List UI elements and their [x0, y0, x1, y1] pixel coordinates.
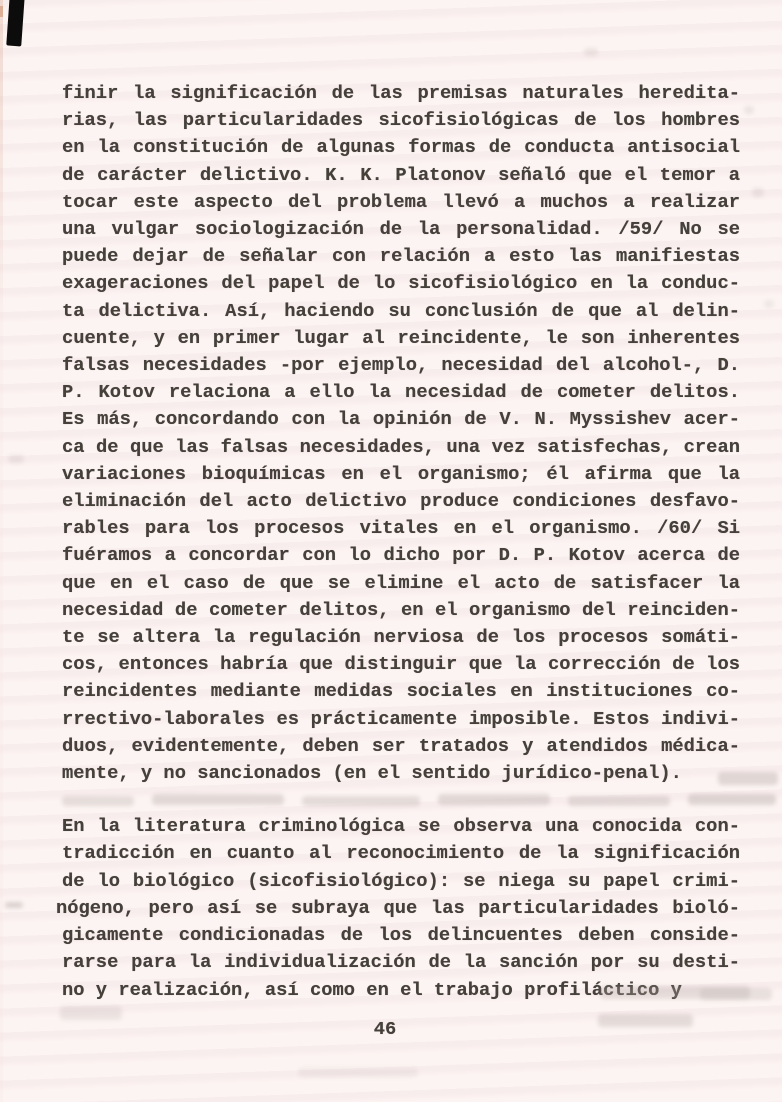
- text-line: mente, y no sancionados (en el sentido jurídico-penal).: [62, 762, 682, 785]
- bleed-through-smudge: [302, 796, 420, 806]
- text-line: ca de que las falsas necesidades, una vez satisfechas, crean: [62, 435, 740, 458]
- scanner-edge-speck: [0, 6, 3, 17]
- text-line: no y realización, así como en el trabajo profiláctico y: [62, 978, 682, 1001]
- document-text: [56, 80, 740, 1004]
- text-line: fuéramos a concordar con lo dicho por D. P. Kotov acerca de: [62, 544, 740, 567]
- text-line: te se altera la regulación nerviosa de los procesos somáti-: [62, 626, 740, 649]
- text-line: falsas necesidades -por ejemplo, necesidad del alcohol-, D.: [62, 354, 740, 377]
- text-line: una vulgar sociologización de la personalidad. /59/ No se: [62, 218, 740, 241]
- scan-corner-mark: [6, 0, 25, 46]
- paragraph-2: [56, 813, 740, 1003]
- text-line: P. Kotov relaciona a ello la necesidad de cometer delitos.: [62, 381, 740, 404]
- top-smudge: [584, 48, 598, 56]
- text-line: exageraciones del papel de lo sicofisiológico en la conduc-: [62, 272, 740, 295]
- text-line: cos, entonces habría que distinguir que la corrección de los: [62, 653, 740, 676]
- text-line: cuente, y en primer lugar al reincidente, le son inherentes: [62, 326, 740, 349]
- bleed-through-smudge: [700, 988, 772, 1000]
- text-line: reincidentes mediante medidas sociales en instituciones co-: [62, 680, 740, 703]
- text-line: eliminación del acto delictivo produce condiciones desfavo-: [62, 490, 740, 513]
- page-number: 46: [373, 1018, 397, 1040]
- text-line: rrectivo-laborales es prácticamente imposible. Estos indivi-: [62, 707, 740, 730]
- right-edge-smudge: [764, 300, 774, 308]
- scanner-edge-shadow: [0, 0, 3, 1102]
- margin-smudge: [8, 455, 24, 463]
- text-line: de lo biológico (sicofisiológico): se niega su papel crimi-: [62, 869, 740, 892]
- text-line: rias, las particularidades sicofisiológicas de los hombres: [62, 109, 740, 132]
- text-line: Es más, concordando con la opinión de V. N. Myssishev acer-: [62, 408, 740, 431]
- text-line: de carácter delictivo. K. K. Platonov señaló que el temor a: [62, 163, 740, 186]
- text-line: rarse para la individualización de la sanción por su desti-: [62, 951, 740, 974]
- text-line: gicamente condicionadas de los delincuentes deben conside-: [62, 924, 740, 947]
- bleed-through-smudge: [688, 794, 776, 805]
- right-edge-smudge: [744, 106, 754, 114]
- text-line: variaciones bioquímicas en el organismo; él afirma que la: [62, 462, 740, 485]
- text-line: En la literatura criminológica se observa una conocida con-: [62, 815, 740, 838]
- bleed-through-smudge: [438, 794, 550, 805]
- margin-dash-artifact: [5, 902, 23, 908]
- bottom-streak-artifact: [298, 1068, 418, 1077]
- bleed-through-smudge: [62, 796, 134, 806]
- text-line: duos, evidentemente, deben ser tratados y atendidos médica-: [62, 734, 740, 757]
- paragraph-1: [62, 80, 740, 787]
- text-line: puede dejar de señalar con relación a esto las manifiestas: [62, 245, 740, 268]
- text-line: tocar este aspecto del problema llevó a muchos a realizar: [62, 190, 740, 213]
- text-line: finir la significación de las premisas naturales heredita-: [62, 82, 740, 104]
- text-line: en la constitución de algunas formas de conducta antisocial: [62, 136, 740, 159]
- bleed-through-smudge: [568, 796, 670, 806]
- text-line: tradicción en cuanto al reconocimiento de la significación: [62, 842, 740, 865]
- text-line: que en el caso de que se elimine el acto de satisfacer la: [62, 571, 740, 594]
- text-line: necesidad de cometer delitos, en el organismo del reinciden-: [62, 598, 740, 621]
- bleed-through-smudge: [718, 772, 778, 785]
- text-line: rables para los procesos vitales en el organismo. /60/ Si: [62, 517, 740, 540]
- bleed-through-smudge: [152, 794, 284, 805]
- text-line: ta delictiva. Así, haciendo su conclusión de que al delin-: [62, 299, 740, 322]
- right-edge-smudge: [752, 188, 764, 197]
- text-line: nógeno, pero así se subraya que las particularidades bioló-: [56, 896, 740, 919]
